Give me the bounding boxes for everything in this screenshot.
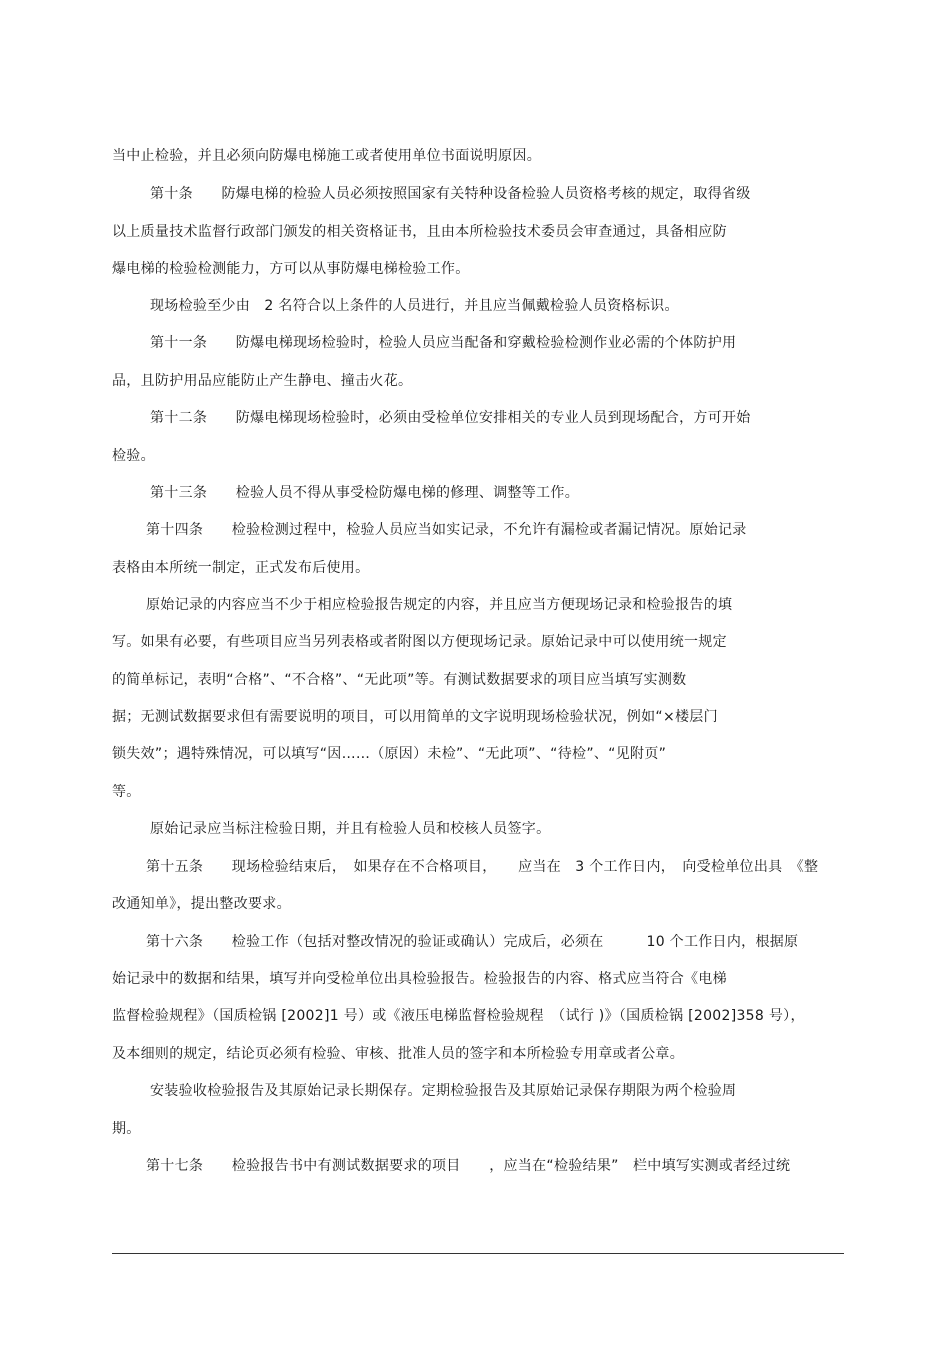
- text-line: 第十七条 检验报告书中有测试数据要求的项目 ，应当在“检验结果” 栏中填写实测或者经过统: [146, 1158, 791, 1174]
- text-line: 现场检验至少由 2 名符合以上条件的人员进行，并且应当佩戴检验人员资格标识。: [150, 298, 679, 314]
- text-line: 锁失效”；遇特殊情况，可以填写“因……（原因）未检”、“无此项”、“待检”、“见附页”: [112, 746, 667, 762]
- text-line: 第十五条 现场检验结束后， 如果存在不合格项目， 应当在 3 个工作日内， 向受检单位出具 《整: [146, 859, 819, 875]
- text-line: 爆电梯的检验检测能力，方可以从事防爆电梯检验工作。: [112, 261, 470, 277]
- text-line: 改通知单》，提出整改要求。: [112, 896, 291, 912]
- text-line: 品，且防护用品应能防止产生静电、撞击火花。: [112, 373, 413, 389]
- text-line: 期。: [112, 1121, 141, 1137]
- footer-divider: [112, 1253, 844, 1254]
- text-line: 写。如果有必要，有些项目应当另列表格或者附图以方便现场记录。原始记录中可以使用统一规定: [112, 634, 727, 650]
- text-line: 第十四条 检验检测过程中，检验人员应当如实记录，不允许有漏检或者漏记情况。原始记录: [146, 522, 747, 538]
- text-line: 始记录中的数据和结果，填写并向受检单位出具检验报告。检验报告的内容、格式应当符合《电梯: [112, 971, 727, 987]
- text-line: 第十六条 检验工作（包括对整改情况的验证或确认）完成后，必须在 10 个工作日内，根据原: [146, 934, 799, 950]
- text-line: 表格由本所统一制定，正式发布后使用。: [112, 560, 370, 576]
- text-line: 以上质量技术监督行政部门颁发的相关资格证书，且由本所检验技术委员会审查通过，具备相应防: [112, 224, 727, 240]
- text-line: 监督检验规程》（国质检锅 [2002]1 号）或《液压电梯监督检验规程 （试行 )》（国质检锅 [2002]358 号），: [112, 1008, 805, 1024]
- text-line: 及本细则的规定，结论页必须有检验、审核、批准人员的签字和本所检验专用章或者公章。: [112, 1046, 684, 1062]
- text-line: 据；无测试数据要求但有需要说明的项目，可以用简单的文字说明现场检验状况，例如“×楼层门: [112, 709, 718, 725]
- text-line: 等。: [112, 784, 141, 800]
- text-line: 检验。: [112, 448, 155, 464]
- text-line: 的简单标记，表明“合格”、“不合格”、“无此项”等。有测试数据要求的项目应当填写实测数: [112, 672, 687, 688]
- text-line: 第十三条 检验人员不得从事受检防爆电梯的修理、调整等工作。: [150, 485, 579, 501]
- text-line: 第十条 防爆电梯的检验人员必须按照国家有关特种设备检验人员资格考核的规定，取得省级: [150, 186, 751, 202]
- text-line: 安装验收检验报告及其原始记录长期保存。定期检验报告及其原始记录保存期限为两个检验周: [150, 1083, 737, 1099]
- text-line: 第十二条 防爆电梯现场检验时，必须由受检单位安排相关的专业人员到现场配合，方可开始: [150, 410, 751, 426]
- text-line: 第十一条 防爆电梯现场检验时，检验人员应当配备和穿戴检验检测作业必需的个体防护用: [150, 335, 737, 351]
- text-line: 原始记录的内容应当不少于相应检验报告规定的内容，并且应当方便现场记录和检验报告的填: [146, 597, 733, 613]
- text-line: 原始记录应当标注检验日期，并且有检验人员和校核人员签字。: [150, 821, 551, 837]
- text-line: 当中止检验，并且必须向防爆电梯施工或者使用单位书面说明原因。: [112, 148, 541, 164]
